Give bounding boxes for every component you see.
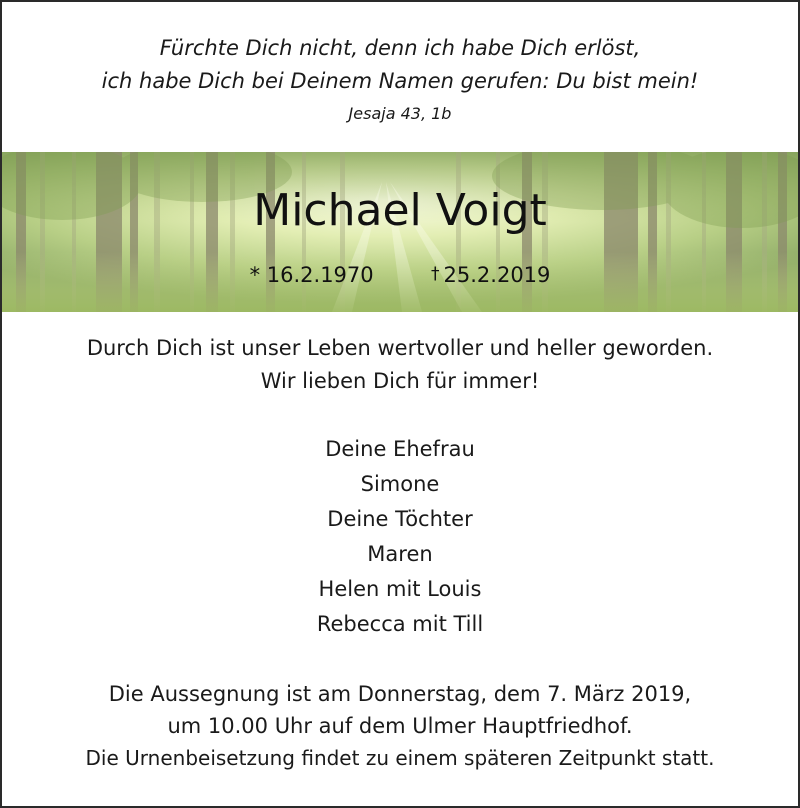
birth-date: 16.2.1970 [266,263,374,287]
funeral-details [2,678,798,774]
verse-reference: Jesaja 43, 1b [348,104,452,123]
family-line: Rebecca mit Till [316,612,484,636]
family-line: Deine Töchter [327,507,473,531]
verse-line-2: ich habe Dich bei Deinem Namen gerufen: Du bist mein! [101,69,699,93]
family-signatures [2,432,798,642]
bible-verse [2,32,798,124]
funeral-line-1: Die Aussegnung ist am Donnerstag, dem 7. März 2019, [108,682,692,706]
verse-line-1: Fürchte Dich nicht, denn ich habe Dich erlöst, [159,36,641,60]
birth-symbol: * [249,263,261,287]
tribute-message [2,332,798,398]
tribute-line-1: Durch Dich ist unser Leben wertvoller und heller geworden. [86,336,714,360]
deceased-name: Michael Voigt [253,185,547,236]
life-dates [2,260,798,289]
family-line: Maren [367,542,433,566]
family-line: Simone [360,472,440,496]
family-line: Deine Ehefrau [325,437,475,461]
tribute-line-2: Wir lieben Dich für immer! [260,369,540,393]
funeral-line-3: Die Urnenbeisetzung findet zu einem späteren Zeitpunkt statt. [85,746,715,770]
death-cross-symbol: † [431,264,440,284]
funeral-line-2: um 10.00 Uhr auf dem Ulmer Hauptfriedhof. [167,714,633,738]
death-date: 25.2.2019 [443,263,551,287]
family-line: Helen mit Louis [318,577,482,601]
